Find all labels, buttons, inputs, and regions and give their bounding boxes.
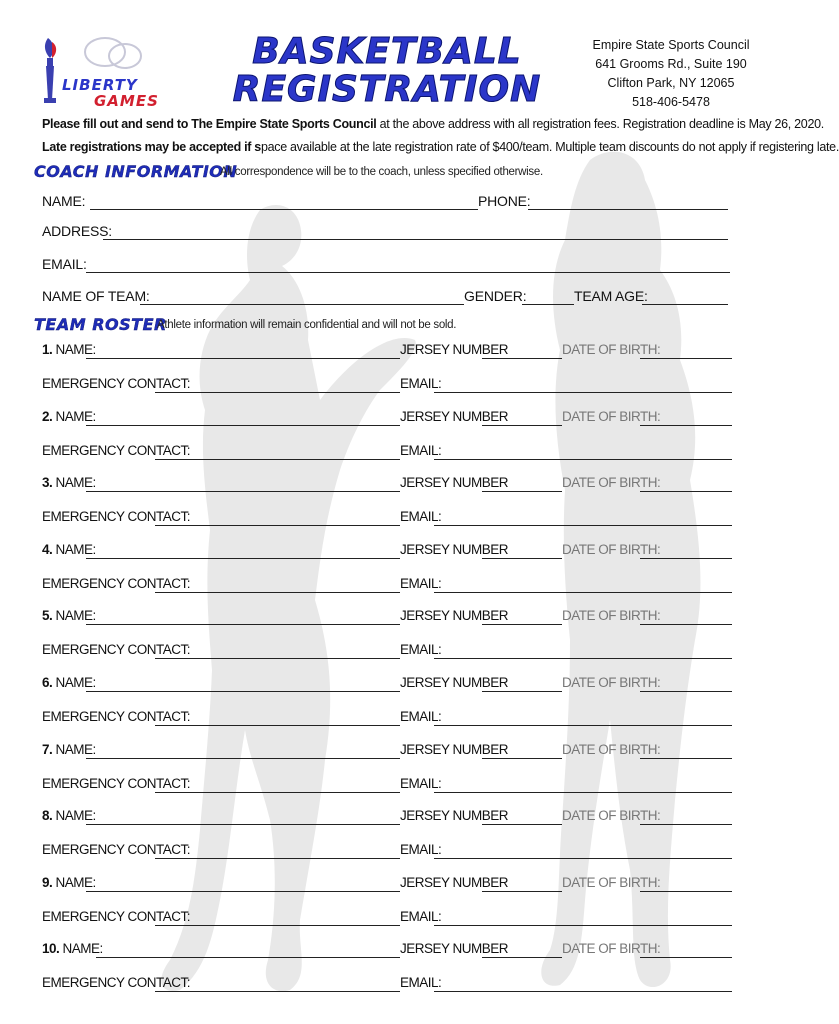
player-name-field[interactable] xyxy=(86,425,400,426)
date-of-birth-field[interactable] xyxy=(640,891,732,892)
player-name-field[interactable] xyxy=(86,558,400,559)
player-name-label xyxy=(42,675,96,690)
emergency-contact-field[interactable] xyxy=(155,392,400,393)
player-name-text: NAME: xyxy=(55,742,96,757)
player-name-field[interactable] xyxy=(86,824,400,825)
intro-line-2-rest: pace available at the late registration rate of $400/team. Multiple team discounts do not apply if registering late. xyxy=(260,140,839,154)
date-of-birth-field[interactable] xyxy=(640,824,732,825)
roster-section-note: Athlete information will remain confidential and will not be sold. xyxy=(157,319,457,331)
date-of-birth-label: DATE OF BIRTH: xyxy=(562,542,661,557)
player-number: 4. xyxy=(42,542,53,557)
emergency-contact-label: EMERGENCY CONTACT: xyxy=(42,509,191,524)
player-name-label xyxy=(42,941,103,956)
date-of-birth-label: DATE OF BIRTH: xyxy=(562,342,661,357)
date-of-birth-field[interactable] xyxy=(640,558,732,559)
player-name-label xyxy=(42,475,96,490)
emergency-contact-field[interactable] xyxy=(155,459,400,460)
date-of-birth-label: DATE OF BIRTH: xyxy=(562,941,661,956)
roster-section-heading: TEAM ROSTER xyxy=(34,315,167,334)
intro-line-1 xyxy=(42,117,824,131)
player-number: 5. xyxy=(42,608,53,623)
date-of-birth-label: DATE OF BIRTH: xyxy=(562,475,661,490)
player-name-field[interactable] xyxy=(86,691,400,692)
coach-address-label: ADDRESS: xyxy=(42,223,112,239)
player-email-field[interactable] xyxy=(434,525,732,526)
player-name-text: NAME: xyxy=(55,608,96,623)
emergency-contact-field[interactable] xyxy=(155,658,400,659)
emergency-contact-label: EMERGENCY CONTACT: xyxy=(42,975,191,990)
jersey-number-field[interactable] xyxy=(482,558,562,559)
player-number: 10. xyxy=(42,941,60,956)
player-email-field[interactable] xyxy=(434,792,732,793)
jersey-number-label: JERSEY NUMBER xyxy=(400,875,509,890)
coach-email-field[interactable] xyxy=(86,272,730,273)
player-email-field[interactable] xyxy=(434,725,732,726)
player-email-field[interactable] xyxy=(434,658,732,659)
address-line: Empire State Sports Council xyxy=(592,38,750,52)
date-of-birth-label: DATE OF BIRTH: xyxy=(562,608,661,623)
intro-line-2 xyxy=(42,140,839,154)
player-email-field[interactable] xyxy=(434,392,732,393)
player-email-field[interactable] xyxy=(434,858,732,859)
jersey-number-field[interactable] xyxy=(482,957,562,958)
emergency-contact-label: EMERGENCY CONTACT: xyxy=(42,443,191,458)
jersey-number-label: JERSEY NUMBER xyxy=(400,941,509,956)
jersey-number-field[interactable] xyxy=(482,891,562,892)
emergency-contact-label: EMERGENCY CONTACT: xyxy=(42,909,191,924)
player-email-label: EMAIL: xyxy=(400,975,442,990)
player-name-field[interactable] xyxy=(86,491,400,492)
player-name-label xyxy=(42,608,96,623)
jersey-number-field[interactable] xyxy=(482,425,562,426)
player-name-label xyxy=(42,742,96,757)
player-name-text: NAME: xyxy=(62,941,103,956)
emergency-contact-label: EMERGENCY CONTACT: xyxy=(42,709,191,724)
coach-section-heading: COACH INFORMATION xyxy=(34,162,238,181)
title-line-2: REGISTRATION xyxy=(232,69,542,110)
date-of-birth-label: DATE OF BIRTH: xyxy=(562,742,661,757)
player-name-field[interactable] xyxy=(86,624,400,625)
address-line: 641 Grooms Rd., Suite 190 xyxy=(595,57,747,71)
player-name-label xyxy=(42,342,96,357)
emergency-contact-field[interactable] xyxy=(155,925,400,926)
emergency-contact-label: EMERGENCY CONTACT: xyxy=(42,642,191,657)
intro-line-1-rest: at the above address with all registration fees. Registration deadline is May 26, 2020. xyxy=(376,117,824,131)
player-email-field[interactable] xyxy=(434,925,732,926)
player-name-field[interactable] xyxy=(86,891,400,892)
jersey-number-label: JERSEY NUMBER xyxy=(400,608,509,623)
player-name-field[interactable] xyxy=(86,758,400,759)
player-email-field[interactable] xyxy=(434,592,732,593)
jersey-number-field[interactable] xyxy=(482,691,562,692)
date-of-birth-label: DATE OF BIRTH: xyxy=(562,808,661,823)
player-number: 7. xyxy=(42,742,53,757)
team-name-label: NAME OF TEAM: xyxy=(42,288,150,304)
emergency-contact-label: EMERGENCY CONTACT: xyxy=(42,842,191,857)
emergency-contact-label: EMERGENCY CONTACT: xyxy=(42,776,191,791)
coach-address-field[interactable] xyxy=(103,239,728,240)
jersey-number-field[interactable] xyxy=(482,358,562,359)
gender-label: GENDER: xyxy=(464,288,527,304)
team-age-field[interactable] xyxy=(642,304,728,305)
coach-phone-label: PHONE: xyxy=(478,193,531,209)
emergency-contact-field[interactable] xyxy=(155,525,400,526)
title-line-1: BASKETBALL xyxy=(252,31,522,72)
player-name-text: NAME: xyxy=(55,409,96,424)
address-line: 518-406-5478 xyxy=(632,95,710,109)
player-name-text: NAME: xyxy=(55,342,96,357)
player-name-text: NAME: xyxy=(55,475,96,490)
player-silhouette-right xyxy=(470,140,730,1000)
player-email-label: EMAIL: xyxy=(400,576,442,591)
emergency-contact-field[interactable] xyxy=(155,858,400,859)
team-name-field[interactable] xyxy=(140,304,464,305)
player-email-label: EMAIL: xyxy=(400,909,442,924)
player-name-field[interactable] xyxy=(86,358,400,359)
player-name-label xyxy=(42,542,96,557)
intro-line-2-bold: Late registrations may be accepted if s xyxy=(42,140,261,154)
emergency-contact-field[interactable] xyxy=(155,991,400,992)
emergency-contact-label: EMERGENCY CONTACT: xyxy=(42,376,191,391)
player-name-field[interactable] xyxy=(96,957,400,958)
player-number: 1. xyxy=(42,342,53,357)
page-title xyxy=(232,33,542,109)
player-email-label: EMAIL: xyxy=(400,509,442,524)
emergency-contact-field[interactable] xyxy=(155,792,400,793)
logo-text-liberty: LIBERTY xyxy=(62,76,138,94)
emergency-contact-label: EMERGENCY CONTACT: xyxy=(42,576,191,591)
player-number: 9. xyxy=(42,875,53,890)
jersey-number-field[interactable] xyxy=(482,758,562,759)
date-of-birth-field[interactable] xyxy=(640,425,732,426)
jersey-number-field[interactable] xyxy=(482,491,562,492)
address-line: Clifton Park, NY 12065 xyxy=(607,76,735,90)
player-name-text: NAME: xyxy=(55,808,96,823)
emergency-contact-field[interactable] xyxy=(155,592,400,593)
player-number: 8. xyxy=(42,808,53,823)
emergency-contact-field[interactable] xyxy=(155,725,400,726)
jersey-number-label: JERSEY NUMBER xyxy=(400,675,509,690)
date-of-birth-field[interactable] xyxy=(640,358,732,359)
player-email-label: EMAIL: xyxy=(400,642,442,657)
player-email-field[interactable] xyxy=(434,991,732,992)
jersey-number-label: JERSEY NUMBER xyxy=(400,542,509,557)
jersey-number-label: JERSEY NUMBER xyxy=(400,475,509,490)
player-name-text: NAME: xyxy=(55,875,96,890)
date-of-birth-label: DATE OF BIRTH: xyxy=(562,875,661,890)
team-age-label: TEAM AGE: xyxy=(574,288,648,304)
gender-field[interactable] xyxy=(522,304,574,305)
player-name-text: NAME: xyxy=(55,675,96,690)
player-email-field[interactable] xyxy=(434,459,732,460)
date-of-birth-field[interactable] xyxy=(640,691,732,692)
date-of-birth-label: DATE OF BIRTH: xyxy=(562,675,661,690)
jersey-number-label: JERSEY NUMBER xyxy=(400,742,509,757)
player-name-label xyxy=(42,808,96,823)
player-number: 2. xyxy=(42,409,53,424)
date-of-birth-field[interactable] xyxy=(640,624,732,625)
date-of-birth-field[interactable] xyxy=(640,957,732,958)
player-email-label: EMAIL: xyxy=(400,376,442,391)
player-name-label xyxy=(42,875,96,890)
player-email-label: EMAIL: xyxy=(400,443,442,458)
player-email-label: EMAIL: xyxy=(400,776,442,791)
date-of-birth-field[interactable] xyxy=(640,758,732,759)
player-name-text: NAME: xyxy=(55,542,96,557)
coach-email-label: EMAIL: xyxy=(42,256,87,272)
jersey-number-field[interactable] xyxy=(482,824,562,825)
logo-text-games: GAMES xyxy=(94,92,159,110)
date-of-birth-label: DATE OF BIRTH: xyxy=(562,409,661,424)
coach-name-label: NAME: xyxy=(42,193,86,209)
council-address xyxy=(586,36,756,112)
jersey-number-field[interactable] xyxy=(482,624,562,625)
date-of-birth-field[interactable] xyxy=(640,491,732,492)
intro-line-1-bold: Please fill out and send to The Empire State Sports Council xyxy=(42,117,377,131)
jersey-number-label: JERSEY NUMBER xyxy=(400,808,509,823)
coach-name-field[interactable] xyxy=(90,209,478,210)
player-number: 3. xyxy=(42,475,53,490)
jersey-number-label: JERSEY NUMBER xyxy=(400,342,509,357)
player-email-label: EMAIL: xyxy=(400,709,442,724)
coach-section-note: All correspondence will be to the coach, unless specified otherwise. xyxy=(220,166,543,178)
player-number: 6. xyxy=(42,675,53,690)
jersey-number-label: JERSEY NUMBER xyxy=(400,409,509,424)
player-email-label: EMAIL: xyxy=(400,842,442,857)
player-name-label xyxy=(42,409,96,424)
coach-phone-field[interactable] xyxy=(528,209,728,210)
